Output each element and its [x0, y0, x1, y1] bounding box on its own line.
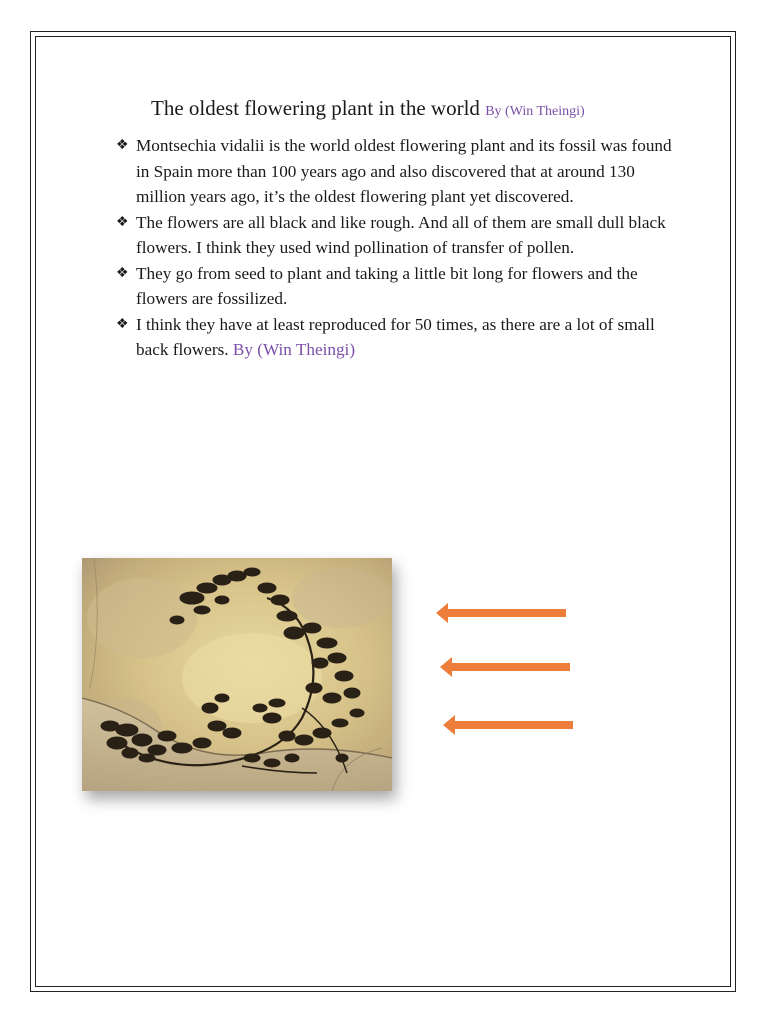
bullet-text: I think they have at least reproduced for 50 times, as there are a lot of small back flowers.: [136, 314, 655, 359]
diamond-bullet-icon: ❖: [116, 214, 129, 230]
bullet-list: [116, 133, 676, 363]
bullet-item: [116, 312, 676, 363]
bullet-text: Montsechia vidalii is the world oldest flowering plant and its fossil was found in Spain more than 100 years ago and also discovered that at around 130 million years ago, it’s the oldest flowering plant yet discovered.: [136, 136, 672, 206]
diamond-bullet-icon: ❖: [116, 265, 129, 281]
left-arrow-icon: [443, 713, 575, 737]
bullet-text: They go from seed to plant and taking a little bit long for flowers and the flowers are fossilized.: [136, 263, 638, 308]
diamond-bullet-icon: ❖: [116, 138, 129, 153]
diamond-bullet-icon: ❖: [116, 316, 129, 332]
bullet-item: [116, 210, 676, 261]
title-text: The oldest flowering plant in the world: [151, 96, 480, 120]
bullet-item: [116, 133, 676, 210]
bullet-item: [116, 261, 676, 312]
bullet-signature: By (Win Theingi): [232, 340, 356, 359]
document-title: [151, 94, 711, 126]
bullet-text: The flowers are all black and like rough. And all of them are small dull black flowers. I think they used wind pollination of transfer of pollen.: [136, 212, 666, 257]
fossil-plant-photo: [82, 558, 392, 791]
left-arrow-icon: [440, 655, 572, 679]
left-arrow-icon: [436, 601, 568, 625]
title-author: By (Win Theingi): [485, 104, 585, 119]
